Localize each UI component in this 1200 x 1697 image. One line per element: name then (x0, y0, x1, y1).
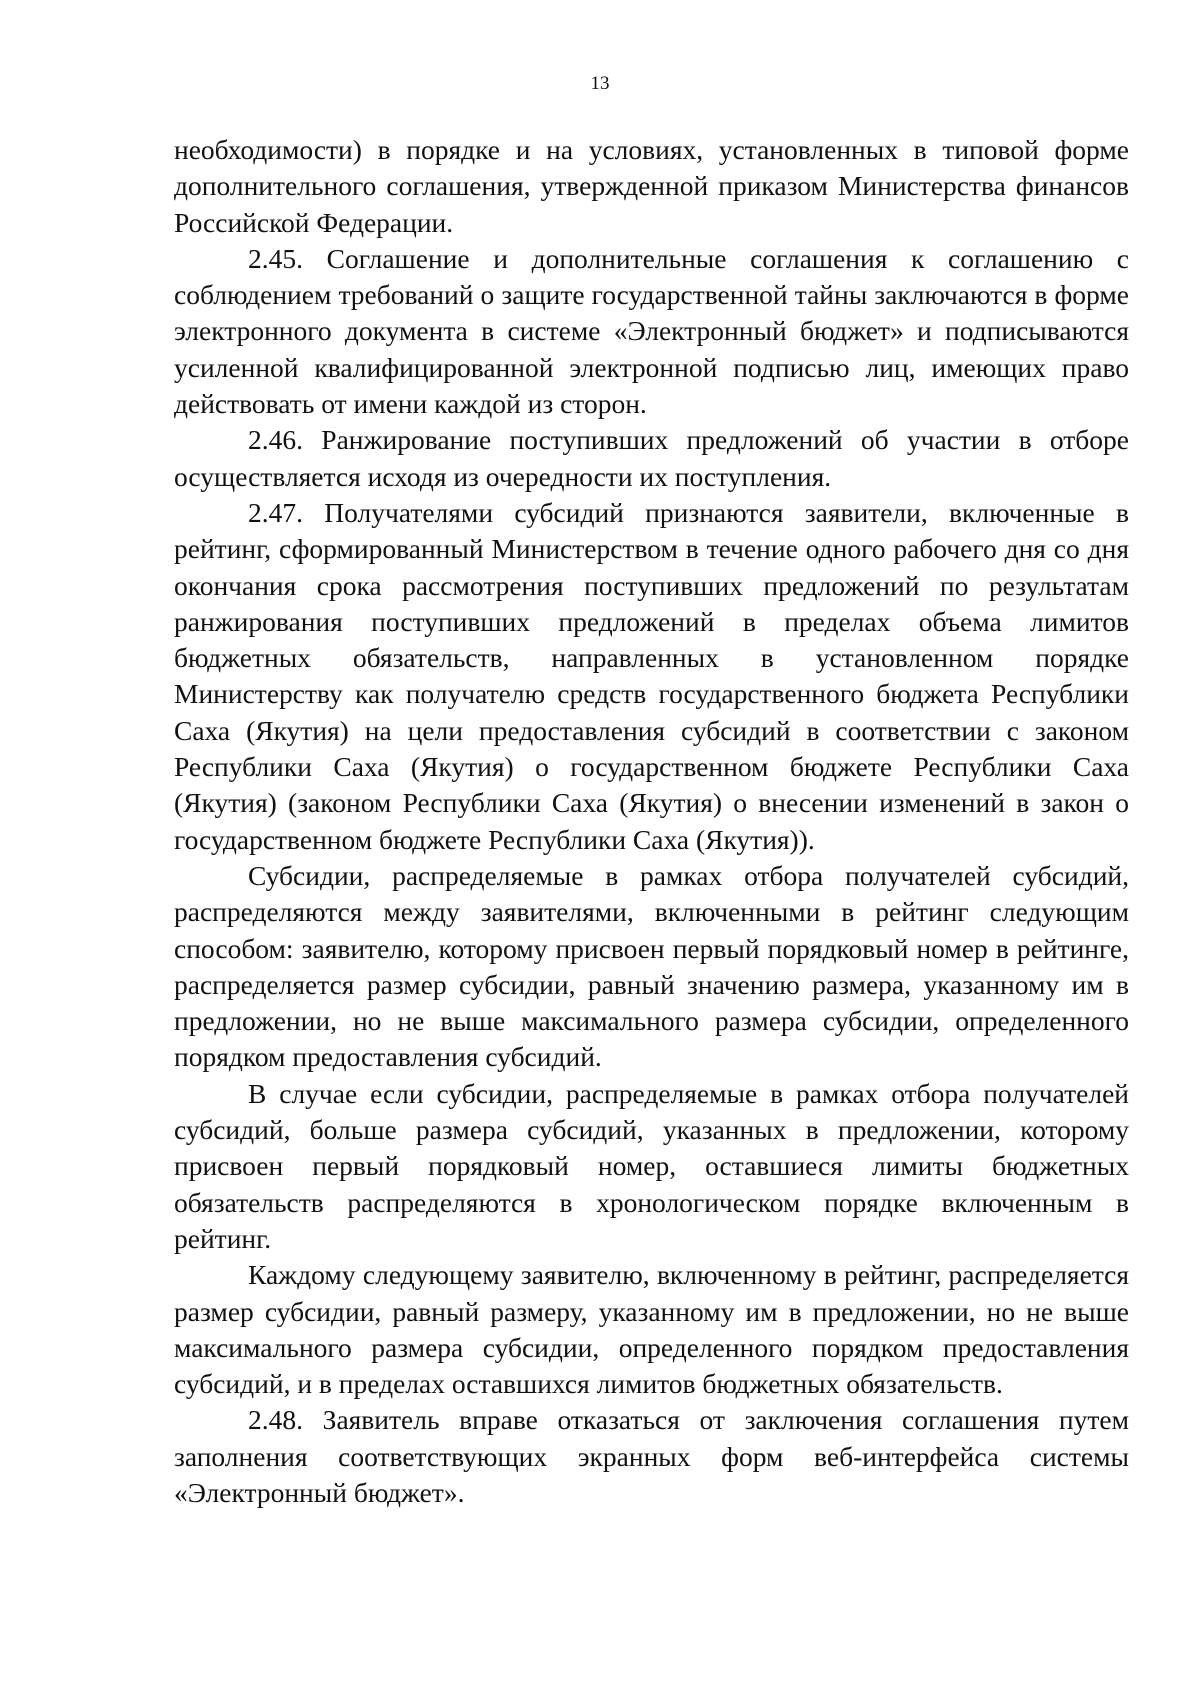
clause-number: 2.46. (248, 424, 303, 456)
clause-text: Ранжирование поступивших предложений об участии в отборе осуществляется исходя из очередности их поступления. (174, 424, 1129, 492)
clause-text: Получателями субсидий признаются заявители, включенные в рейтинг, сформированный Министерством в течение одного рабочего дня со дня окончания срока рассмотрения поступивших предложений по результатам ранжирования поступивших предложений в пределах объема лимитов бюджетных обязательств, направленных в установленном порядке Министерству как получателю средств государственного бюджета Республики Саха (Якутия) на цели предоставления субсидий в соответствии с законом Республики Саха (Якутия) о государственном бюджете Республики Саха (Якутия) (законом Республики Саха (Якутия) о внесении изменений в закон о государственном бюджете Республики Саха (Якутия)). (174, 496, 1129, 855)
clause-2-46 (174, 422, 1129, 495)
clause-number: 2.45. (248, 242, 303, 274)
paragraph-text: Субсидии, распределяемые в рамках отбора получателей субсидий, распределяются между заявителями, включенными в рейтинг следующим способом: заявителю, которому присвоен первый порядковый номер в рейтинге, распределяется размер субсидии, равный значению размера, указанному им в предложении, но не выше максимального размера субсидии, определенного порядком предоставления субсидий. (174, 859, 1129, 1073)
paragraph-continuation (174, 132, 1129, 241)
paragraph-distribution-method (174, 858, 1129, 1076)
page-number: 13 (590, 73, 610, 94)
paragraph-text: необходимости) в порядке и на условиях, установленных в типовой форме дополнительного соглашения, утвержденной приказом Министерства финансов Российской Федерации. (174, 134, 1129, 238)
clause-number: 2.48. (248, 1404, 303, 1436)
paragraph-next-applicant (174, 1257, 1129, 1402)
document-body (174, 132, 1129, 1511)
clause-text: Соглашение и дополнительные соглашения к соглашению с соблюдением требований о защите государственной тайны заключаются в форме электронного документа в системе «Электронный бюджет» и подписываются усиленной квалифицированной электронной подписью лиц, имеющих право действовать от имени каждой из сторон. (174, 242, 1129, 420)
clause-number: 2.47. (248, 496, 303, 528)
paragraph-text: Каждому следующему заявителю, включенному в рейтинг, распределяется размер субсидии, равный размеру, указанному им в предложении, но не выше максимального размера субсидии, определенного порядком предоставления субсидий, и в пределах оставшихся лимитов бюджетных обязательств. (174, 1259, 1129, 1400)
paragraph-remaining-limits (174, 1076, 1129, 1257)
clause-text: Заявитель вправе отказаться от заключения соглашения путем заполнения соответствующих экранных форм веб-интерфейса системы «Электронный бюджет». (174, 1404, 1129, 1508)
clause-2-45 (174, 241, 1129, 422)
clause-2-48 (174, 1402, 1129, 1511)
paragraph-text: В случае если субсидии, распределяемые в рамках отбора получателей субсидий, больше размера субсидий, указанных в предложении, которому присвоен первый порядковый номер, оставшиеся лимиты бюджетных обязательств распределяются в хронологическом порядке включенным в рейтинг. (174, 1077, 1129, 1254)
clause-2-47 (174, 495, 1129, 858)
